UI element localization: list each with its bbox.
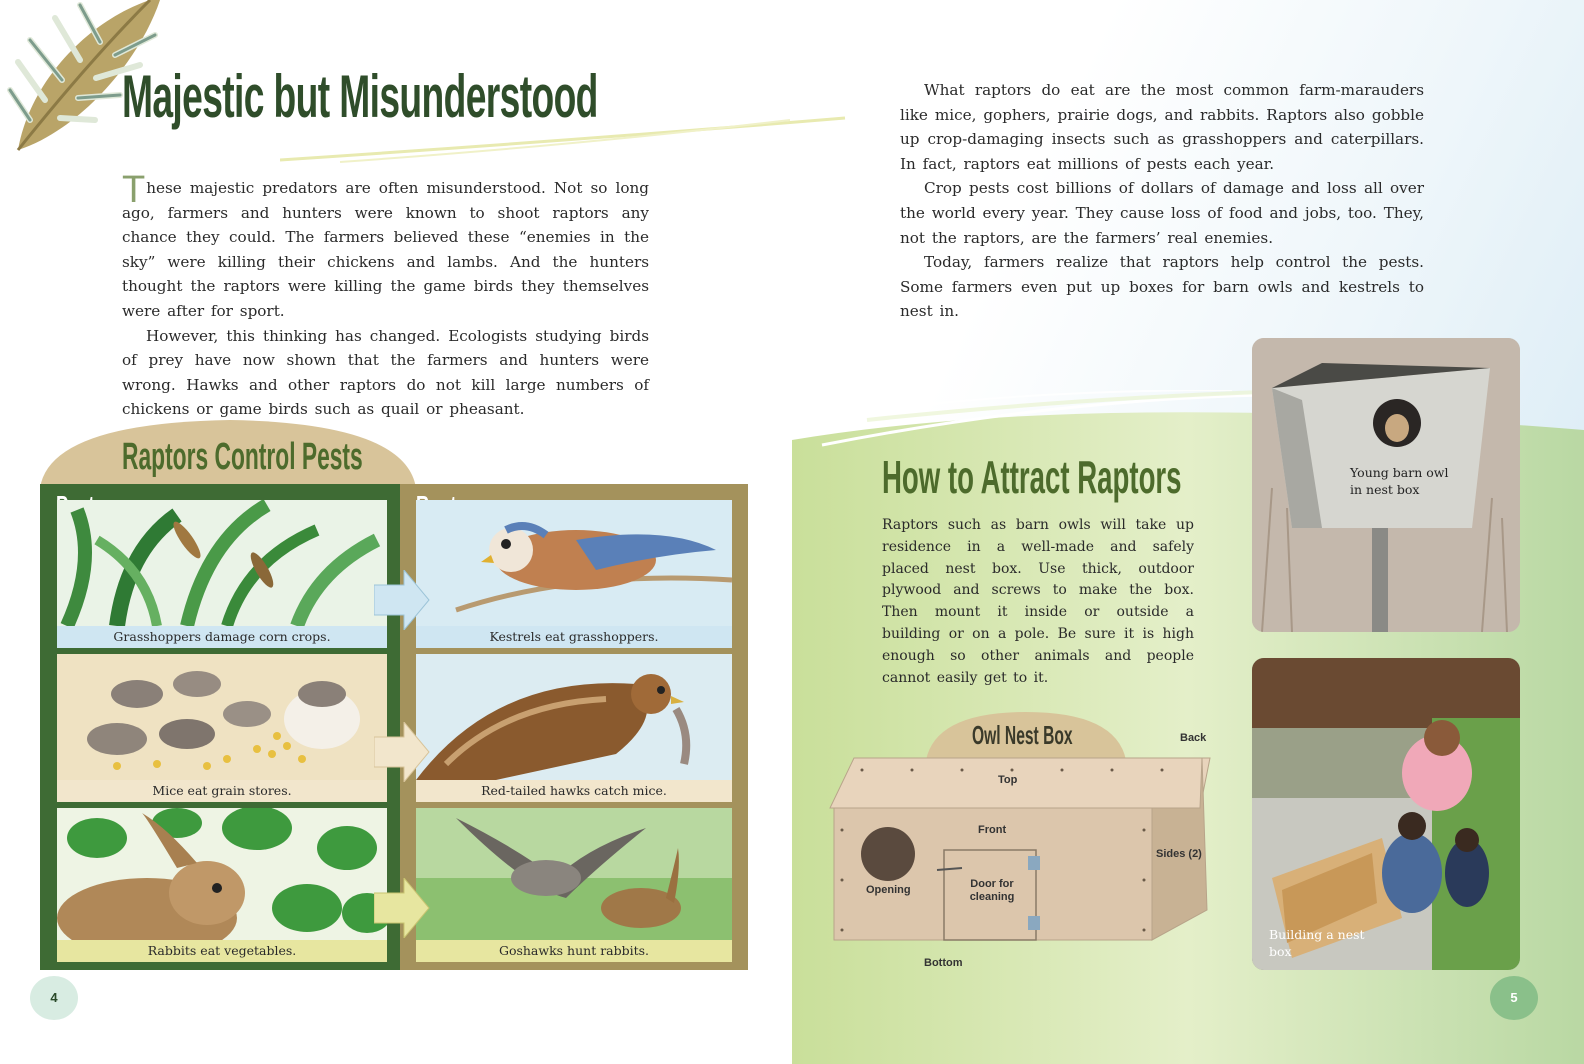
cell-hawks xyxy=(416,654,732,802)
goshawk-illustration xyxy=(416,808,732,940)
cell-grasshoppers xyxy=(57,500,387,648)
label-sides: Sides (2) xyxy=(1156,848,1202,860)
dropcap: T xyxy=(122,169,146,211)
photo1-caption: Young barn owl in nest box xyxy=(1350,465,1449,497)
kestrel-illustration xyxy=(416,500,732,626)
panel-title: Raptors Control Pests xyxy=(122,436,363,478)
arrow-icon xyxy=(374,570,434,630)
right-body-text xyxy=(900,78,1424,324)
rabbit-illustration xyxy=(57,808,387,940)
right-paragraph-1: What raptors do eat are the most common farm-marauders like mice, gophers, prairie dogs, and rabbits. Raptors also gobble up crop-damaging insects such as grasshoppers and caterpillars. In fact, raptors eat millions of pests each year. xyxy=(900,81,1424,173)
cell-mice xyxy=(57,654,387,802)
photo-barn-owl xyxy=(1252,338,1520,632)
building-box-photo-illustration xyxy=(1252,658,1520,970)
photo2-caption: Building a nest box xyxy=(1269,927,1365,959)
left-paragraph-1: hese majestic predators are often misunderstood. Not so long ago, farmers and hunters were known to shoot raptors any chance they could. The farmers believed these “enemies in the sky” were killing their chickens and lambs. And the hunters thought the raptors were killing the game birds they themselves were after for sport. xyxy=(122,179,649,320)
page-number-right: 5 xyxy=(1490,976,1538,1020)
cell-kestrels xyxy=(416,500,732,648)
grasshopper-illustration xyxy=(57,500,387,626)
label-back: Back xyxy=(1180,732,1207,744)
mice-illustration xyxy=(57,654,387,780)
section-text xyxy=(882,515,1194,689)
caption-pest-1: Grasshoppers damage corn crops. xyxy=(57,626,387,648)
label-bottom: Bottom xyxy=(924,957,963,969)
owl-box-title: Owl Nest Box xyxy=(972,720,1073,750)
section-title: How to Attract Raptors xyxy=(882,451,1182,503)
caption-raptor-1: Kestrels eat grasshoppers. xyxy=(416,626,732,648)
label-door: Door for cleaning xyxy=(969,878,1015,903)
caption-pest-2: Mice eat grain stores. xyxy=(57,780,387,802)
caption-raptor-2: Red-tailed hawks catch mice. xyxy=(416,780,732,802)
cell-goshawks xyxy=(416,808,732,962)
cell-rabbits xyxy=(57,808,387,962)
caption-raptor-3: Goshawks hunt rabbits. xyxy=(416,940,732,962)
hawk-illustration xyxy=(416,654,732,780)
label-opening: Opening xyxy=(866,884,911,896)
left-body-text xyxy=(122,164,649,422)
label-front: Front xyxy=(978,824,1007,836)
section-paragraph: Raptors such as barn owls will take up residence in a well-made and safely placed nest box. Use thick, outdoor plywood and screws to make the box. Then mount it inside or outside a building or on a pole. Be sure it is high enough so other animals and people cannot easily get to it. xyxy=(882,517,1194,686)
label-top: Top xyxy=(998,774,1018,786)
page-title: Majestic but Misunderstood xyxy=(122,63,598,130)
right-paragraph-3: Today, farmers realize that raptors help control the pests. Some farmers even put up boxes for barn owls and kestrels to nest in. xyxy=(900,253,1424,321)
arrow-icon xyxy=(374,878,434,938)
photo-building-box xyxy=(1252,658,1520,970)
caption-pest-3: Rabbits eat vegetables. xyxy=(57,940,387,962)
page-number-left: 4 xyxy=(30,976,78,1020)
arrow-icon xyxy=(374,722,434,782)
left-paragraph-2: However, this thinking has changed. Ecologists studying birds of prey have now shown that the farmers and hunters were wrong. Hawks and other raptors do not kill large numbers of chickens or game birds such as quail or pheasant. xyxy=(122,326,649,419)
right-paragraph-2: Crop pests cost billions of dollars of damage and loss all over the world every year. They cause loss of food and jobs, too. They, not the raptors, are the farmers’ real enemies. xyxy=(900,179,1424,247)
